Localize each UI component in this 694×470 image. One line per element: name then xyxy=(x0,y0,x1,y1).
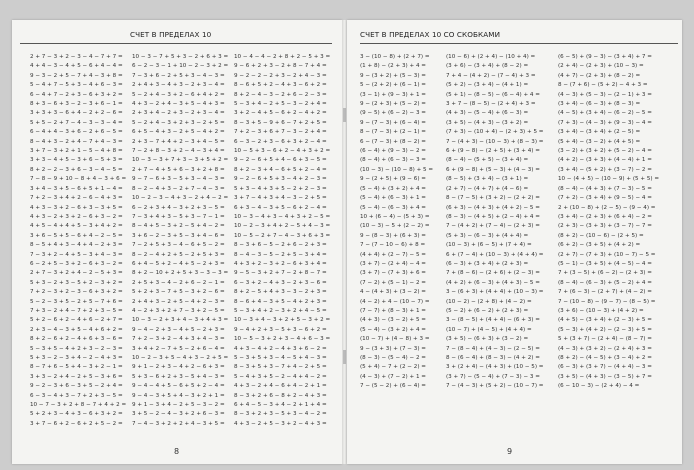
exercise: 8 − 3 + 2 + 6 − 8 + 2 − 4 + 3 = xyxy=(234,392,327,399)
left-column-2 xyxy=(132,53,228,429)
exercise: 7 − 2 + 8 − 3 + 2 − 4 − 3 + 4 = xyxy=(132,148,225,155)
exercise: (10 − 7) + (4 − 8) + 3 = xyxy=(360,336,430,343)
exercise: 2 + 4 + 3 − 2 + 5 − 4 + 2 − 3 = xyxy=(132,298,225,305)
right-title-rule xyxy=(360,43,678,44)
left-column-3 xyxy=(234,53,330,429)
exercise: (3 + 5) − (4 + 3) − (3 + 2) = xyxy=(446,119,529,126)
exercise: (5 − 4) − (3 + 2) + 4 = xyxy=(360,326,426,333)
exercise: (6 − 10 − 3) − (2 + 4) − 4 = xyxy=(558,383,640,390)
exercise: 8 + 2 − 3 + 4 − 6 + 5 + 2 − 4 = xyxy=(234,166,327,173)
exercise: 2 + 3 − 7 + 4 + 2 − 3 + 4 − 5 = xyxy=(132,138,225,145)
exercise: 9 − (8 − 3) + (6 + 3) = xyxy=(360,232,426,239)
exercise: (3 + 5) − (6 + 3) + (3 − 2) = xyxy=(446,336,529,343)
exercise: (3 − 1) + (9 − 3) + 1 = xyxy=(360,91,426,98)
exercise: 10 − 2 − 3 + 5 − 4 + 3 − 2 + 5 = xyxy=(132,355,229,361)
exercise: (2 + 4) − (2 + 3) + (10 − 3) = xyxy=(558,63,644,70)
exercise: (1 + 8) − (2 + 3) + 4 = xyxy=(360,63,426,70)
exercise: 8 − (7 − 3) + (2 − 1) = xyxy=(360,129,426,136)
exercise: (4 + 5) − (3 + 4) + (2 − 3) + 5 = xyxy=(558,317,652,324)
exercise: 9 − (7 − 3) + (6 − 4) = xyxy=(360,119,426,126)
exercise: 7 − 4 − 3 + 2 + 2 + 4 − 3 + 5 = xyxy=(132,420,225,427)
exercise: 9 − 7 − 6 + 3 − 5 + 3 − 4 − 3 = xyxy=(132,176,225,183)
exercise: 4 + 3 − 2 + 3 + 2 − 6 + 3 − 2 = xyxy=(30,213,123,220)
exercise: (7 − 7) + (8 − 3) + 1 = xyxy=(360,307,426,314)
exercise: 3 + 3 + 3 − 6 + 4 − 2 + 2 − 6 = xyxy=(30,110,123,117)
exercise: (10 − 7) + (4 − 5) + (4 + 4) = xyxy=(446,326,532,333)
exercise: 6 + (9 − 8) − (2 + 5) + (3 + 4) = xyxy=(446,148,540,155)
exercise: 7 + 2 − 3 + 6 + 7 − 3 − 2 + 4 = xyxy=(234,129,327,136)
exercise: 8 − 3 + 5 − 9 + 6 − 7 + 2 + 5 = xyxy=(234,119,327,126)
exercise: 7 − 3 + 2 − 4 + 5 − 3 + 4 − 3 = xyxy=(30,251,123,258)
exercise: 9 − 2 − 3 + 6 − 3 + 5 − 2 + 4 = xyxy=(30,383,123,390)
exercise: (5 − 4) + (3 + 2) + 4 = xyxy=(360,185,426,192)
exercise: 6 + (9 − 8) + (5 − 3) + (4 − 3) = xyxy=(446,166,540,173)
exercise: 8 − 7 + 6 − 5 + 4 − 3 + 2 − 1 = xyxy=(30,364,123,371)
exercise: 5 + 5 − 2 + 7 − 4 − 3 − 3 − 4 = xyxy=(30,119,123,126)
exercise: 8 + 2 − 10 + 2 + 5 + 3 − 3 − 3 = xyxy=(132,270,229,277)
exercise: (6 − 4) + (9 − 3) − 2 = xyxy=(360,148,426,155)
exercise: 7 + (8 − 6) − (2 + 6) + (2 − 3) = xyxy=(446,270,540,277)
exercise: 7 + 2 − 3 + 2 − 4 + 3 + 4 − 3 = xyxy=(132,336,225,343)
exercise: 5 − 2 + 4 − 3 + 2 + 3 − 2 + 5 = xyxy=(132,119,225,126)
stitch-bottom xyxy=(343,350,346,364)
exercise: (3 + 7) − (5 − 4) + (7 − 3) − 3 = xyxy=(446,373,540,380)
exercise: 8 − 3 + 2 + 3 − 5 + 3 − 4 − 2 = xyxy=(234,411,327,418)
right-page-title: СЧЕТ В ПРЕДЕЛАХ 10 СО СКОБКАМИ xyxy=(360,30,501,39)
exercise: 6 − 2 − 3 − 1 + 10 − 2 − 3 + 2 = xyxy=(132,63,229,70)
exercise: (4 − 3) + (5 − 3) − (2 − 1) + 3 = xyxy=(558,91,652,98)
exercise: 7 − (4 − 3) + (5 + 2) − (10 − 7) = xyxy=(446,383,544,390)
exercise: (5 − 3) + (4 + 2) − (2 − 3) + 5 = xyxy=(558,326,652,333)
exercise: (7 + 3) − (10 + 4) − (2 + 3) + 5 = xyxy=(446,129,544,136)
exercise: (7 + 2) − (3 + 4) + (9 − 5) − 4 = xyxy=(558,195,652,202)
left-page-title: СЧЕТ В ПРЕДЕЛАХ 10 xyxy=(130,30,212,39)
exercise: 6 − 2 + 5 − 3 + 2 − 6 + 3 − 2 = xyxy=(30,260,123,267)
exercise: (10 − 2) − (2 + 8) + (4 − 2) = xyxy=(446,298,532,305)
stitch-top xyxy=(343,108,346,122)
exercise: 5 − 3 + 5 − 4 + 2 + 3 − 2 − 3 = xyxy=(30,345,123,352)
exercise: 7 − (7 − 10 − 6) + 8 = xyxy=(360,242,426,249)
exercise: 8 − 5 + 4 + 3 − 4 + 4 − 2 + 3 = xyxy=(30,242,123,249)
exercise: 6 − 3 − 2 + 3 − 6 + 3 + 2 − 4 = xyxy=(234,138,327,145)
exercise: 3 + (2 + 4) − (4 + 3) + (10 − 5) = xyxy=(446,364,544,371)
exercise: (5 − 2) + (6 − 2) + (2 + 3) = xyxy=(446,307,529,314)
exercise: 2 + 5 + 3 − 4 − 2 + 6 − 2 − 1 = xyxy=(132,279,225,286)
exercise: 8 − 4 − 3 − 5 − 2 + 5 − 3 + 4 = xyxy=(234,251,327,258)
exercise: (3 + 4) − (2 + 3) + (6 + 4) − 2 = xyxy=(558,213,652,220)
left-title-rule xyxy=(20,43,332,44)
exercise: 5 − 3 + 5 + 3 − 4 − 5 + 4 − 3 = xyxy=(234,355,327,361)
exercise: (10 − 3) + (6 − 5) + (7 + 4) = xyxy=(446,242,532,249)
exercise: 10 − 5 + 3 − 6 + 2 − 4 + 3 + 2 = xyxy=(234,148,331,155)
exercise: 10 − 5 − 3 + 2 + 3 − 4 + 6 − 3 = xyxy=(234,336,331,343)
exercise: 9 − (3 + 3) + (7 − 3) = xyxy=(360,345,426,352)
exercise: 9 + 1 − 2 + 3 − 4 + 2 − 6 + 3 = xyxy=(132,364,225,371)
exercise: (4 + 2) − (3 + 3) + (4 − 4) + 1 = xyxy=(558,157,652,164)
exercise: 7 − (4 + 2) + (7 − 4) − (2 + 3) = xyxy=(446,223,540,230)
exercise: 8 − 2 − 4 + 2 + 5 − 2 + 5 + 3 = xyxy=(132,251,225,258)
exercise: 7 + 2 − 3 + 2 − 3 − 6 + 3 + 2 = xyxy=(30,289,123,296)
exercise: 3 + 5 − 2 − 4 − 3 + 2 + 6 − 3 = xyxy=(132,411,225,418)
exercise: (4 + 2) + (6 − 3) + (4 + 3) − 5 = xyxy=(446,279,540,286)
exercise: (8 − 4) − (5 + 5) − (3 + 4) = xyxy=(446,157,529,164)
left-page xyxy=(12,20,342,464)
exercise: 8 − 4 + 3 − 2 + 4 − 7 + 4 − 3 = xyxy=(30,138,123,145)
exercise: 7 + (6 − 3) − (2 + 7) + (4 − 2) = xyxy=(558,289,652,296)
exercise: 7 − 3 + 6 − 2 + 5 + 3 − 4 − 3 = xyxy=(132,72,225,79)
exercise: (4 − 2) + 4 − (10 − 7) = xyxy=(360,298,430,305)
exercise: 4 + 3 − 2 + 4 − 3 + 5 − 4 + 3 = xyxy=(132,101,225,108)
exercise: 7 − (10 − 8) − (9 − 7) − (8 − 5) = xyxy=(558,298,656,305)
exercise: 10 − 3 − 4 + 3 − 4 + 3 + 2 − 5 = xyxy=(234,213,331,220)
exercise: (6 − 5) + (9 − 3) − (3 + 4) + 7 = xyxy=(558,54,652,60)
exercise: 8 − (7 + 6) − (5 + 2) − 4 + 3 = xyxy=(558,82,648,89)
exercise: 10 − 3 + 4 − 3 + 2 + 5 − 3 + 2 = xyxy=(234,317,331,324)
exercise: 8 + 2 − 6 + 2 − 4 + 6 + 3 − 6 = xyxy=(30,336,123,343)
exercise: 6 + 4 − 5 + 2 − 4 + 5 − 2 + 3 = xyxy=(132,260,225,267)
exercise: 7 + 4 − (4 + 2) − (7 − 4) + 3 = xyxy=(446,72,536,79)
exercise: 10 − 7 − 3 + 2 + 8 − 7 + 4 + 2 = xyxy=(30,402,127,409)
exercise: 3 − (6 + 3) + (4 + 4) + (10 − 3) = xyxy=(446,289,544,296)
exercise: (5 − 1) − (3 + 5) + (4 − 5) − 4 = xyxy=(558,260,652,267)
exercise: (8 − 4) − (4 + 3) + (7 − 3) − 5 = xyxy=(558,185,652,192)
exercise: 9 − 2 − 6 + 5 + 4 − 6 + 3 − 5 = xyxy=(234,157,327,164)
exercise: 5 − 4 + 3 + 5 − 2 − 4 + 4 − 2 = xyxy=(234,373,327,380)
exercise: (10 − 6) + (2 + 4) − (10 + 4) = xyxy=(446,54,536,60)
exercise: 4 + 4 − 3 − 4 + 5 − 6 + 4 − 4 = xyxy=(30,63,123,70)
exercise: 4 + 3 − 2 + 5 − 3 + 2 − 4 + 3 = xyxy=(234,420,327,427)
exercise: (10 − 3) − (10 − 8) + 5 = xyxy=(360,166,434,173)
exercise: 3 + 7 − 6 + 2 − 6 + 2 + 5 − 2 = xyxy=(30,420,123,427)
exercise: (8 + 2) − (10 − 6) − (2 + 5) = xyxy=(558,232,644,239)
exercise: (2 + 3) − (3 + 3) + (3 − 7) − 7 = xyxy=(558,223,652,230)
exercise: 5 − 3 + 4 − 2 + 5 − 3 − 2 + 4 = xyxy=(234,101,327,108)
exercise: (3 + 6) − (10 − 3) + (4 + 2) = xyxy=(558,307,644,314)
exercise: 9 − 4 − 3 + 5 + 4 − 3 + 2 + 1 = xyxy=(132,392,225,399)
exercise: 6 − 3 + 2 − 4 + 3 − 2 + 3 − 6 = xyxy=(234,279,327,286)
exercise: 4 + 3 − 2 + 4 − 6 + 4 − 2 + 1 = xyxy=(234,383,327,390)
exercise: (3 + 4) − (6 − 3) + (8 − 3) = xyxy=(558,101,641,108)
exercise: (6 + 3) − (4 + 3) + (4 + 2) − 5 = xyxy=(446,204,540,211)
exercise: 2 + 3 + 4 − 2 + 3 − 2 + 3 − 4 = xyxy=(132,110,225,117)
exercise: 9 − (3 + 2) + (5 − 3) = xyxy=(360,72,426,79)
exercise: 10 − 3 − 2 + 3 + 4 − 3 + 4 + 3 = xyxy=(132,317,229,324)
exercise: (4 − 3) + (3 + 2) − (2 + 4) + 3 = xyxy=(558,345,652,352)
exercise: 9 − (2 + 3) + (5 − 2) = xyxy=(360,101,426,108)
exercise: (8 − 5) + (3 + 4) − (3 + 1) = xyxy=(446,176,529,183)
exercise: (3 + 7) − (7 + 3) + 6 = xyxy=(360,270,426,277)
exercise: 4 + 5 − 4 + 4 + 5 − 3 + 4 + 2 = xyxy=(30,223,123,230)
exercise: (10 − 3) − 5 + (2 − 2) = xyxy=(360,223,430,230)
exercise: 10 − 3 − 7 + 5 + 3 − 2 + 6 + 3 = xyxy=(132,54,229,60)
exercise: (5 + 4) − (3 − 2) + (4 + 5) = xyxy=(558,138,641,145)
exercise: 2 + (10 − 8) + (2 − 5) − (9 − 4) = xyxy=(558,204,656,211)
exercise: (6 − 3) + (3 + 4) + (2 + 3) = xyxy=(446,260,529,267)
exercise: (2 + 7) − (4 + 7) + (4 − 6) = xyxy=(446,185,529,192)
exercise: 3 + 3 − 2 + 4 − 2 + 5 − 3 + 6 = xyxy=(30,373,123,380)
exercise: 8 − 3 + 6 − 5 − 2 + 6 − 2 + 3 = xyxy=(234,242,327,249)
exercise: (8 − 3) − (5 − 4) − 2 = xyxy=(360,355,426,361)
exercise: 6 + 5 − 4 + 3 − 2 + 5 − 4 + 2 = xyxy=(132,129,225,136)
exercise: 7 − (4 + 3) − (10 − 3) + (8 − 3) = xyxy=(446,138,544,145)
exercise: 3 − (8 − 5) + (4 + 4) − (6 + 3) = xyxy=(446,317,540,324)
exercise: 5 + (3 + 7) − (2 + 4) − (8 − 7) = xyxy=(558,336,652,343)
exercise: 10 − 5 − 2 + 7 − 4 − 3 + 6 + 3 = xyxy=(234,232,331,239)
exercise: (8 − 3) − (4 + 5) + (2 − 4) + 4 = xyxy=(446,213,540,220)
exercise: (3 + 4) − (5 + 2) + (3 − 7) − 2 = xyxy=(558,166,652,173)
exercise: 10 − 2 − 3 + 4 + 2 − 5 + 4 − 3 = xyxy=(234,223,331,230)
exercise: 6 + 3 − 4 − 3 + 5 − 6 + 2 − 4 = xyxy=(234,204,327,211)
exercise: 8 + 3 − 6 + 3 − 2 − 3 + 6 − 1 = xyxy=(30,101,123,108)
exercise: 9 − 4 − 4 + 5 − 6 + 5 + 2 − 4 = xyxy=(132,383,225,390)
exercise: 9 − 3 − 2 + 5 − 7 + 4 − 3 + 8 = xyxy=(30,72,123,79)
right-column-3 xyxy=(558,53,659,392)
left-page-number: 8 xyxy=(174,447,180,456)
exercise: 7 + 2 − 3 + 4 + 2 − 6 − 4 + 3 = xyxy=(30,195,123,202)
exercise: 5 + 3 − 2 − 3 + 4 − 2 − 4 + 3 = xyxy=(30,355,123,361)
exercise: 8 − 3 + 5 + 3 − 7 + 4 − 2 + 5 = xyxy=(234,364,327,371)
exercise: 3 + 6 − 2 − 3 + 5 − 3 + 4 − 6 = xyxy=(132,232,225,239)
exercise: 7 − 3 + 4 + 3 − 5 + 3 − 7 − 1 = xyxy=(132,213,225,220)
exercise: (3 + 4) − (3 + 4) + (2 − 5) = xyxy=(558,129,641,136)
exercise: (6 − 3) + (3 + 7) − (4 + 4) − 3 = xyxy=(558,364,652,371)
exercise: 7 − (5 − 2) + (6 − 4) = xyxy=(360,383,426,390)
exercise: 3 + 6 − 5 + 5 − 6 + 4 − 2 − 5 = xyxy=(30,232,123,239)
exercise: 5 − (2 + 2) + (6 − 1) = xyxy=(360,82,426,89)
exercise: 2 + 4 + 3 − 4 + 3 − 2 + 3 − 4 = xyxy=(132,82,225,89)
exercise: 9 − 6 + 2 + 3 − 2 + 8 − 7 + 4 = xyxy=(234,63,327,70)
exercise: 7 + 3 − 2 + 4 − 7 + 2 + 3 − 5 = xyxy=(30,307,123,314)
exercise: 8 − 2 − 4 + 3 − 2 + 7 − 4 − 3 = xyxy=(132,185,225,192)
right-column-2 xyxy=(446,53,544,392)
exercise: 6 − 4 + 4 − 3 + 6 − 2 + 6 − 5 = xyxy=(30,129,123,136)
exercise: 7 − 2 + 5 + 3 − 4 − 6 + 5 − 2 = xyxy=(132,242,225,249)
exercise: (5 + 3) − (6 − 3) + (4 + 4) = xyxy=(446,232,529,239)
exercise: 5 + 3 − 4 + 3 + 5 − 2 + 2 − 3 = xyxy=(234,185,327,192)
exercise: 3 + 7 − 4 + 3 + 4 − 3 − 2 + 5 = xyxy=(234,195,327,202)
exercise: 9 − 4 + 2 + 3 − 5 + 3 − 6 + 2 = xyxy=(234,326,327,333)
exercise: 5 + 2 − 6 + 2 − 4 + 6 − 2 + 7 = xyxy=(30,317,123,324)
exercise: 10 − 3 − 3 + 7 + 3 − 3 + 5 + 2 = xyxy=(132,157,229,164)
exercise: 9 + 1 − 3 + 4 − 2 + 5 − 3 − 2 = xyxy=(132,402,225,409)
exercise: 9 − 4 − 2 + 3 − 4 + 5 − 2 + 3 = xyxy=(132,326,225,333)
exercise: 5 + 3 − 2 + 3 − 5 + 2 − 3 + 2 = xyxy=(30,279,123,286)
left-column-1 xyxy=(30,53,126,429)
exercise: (4 + 3) − (5 − 4) + (6 − 3) = xyxy=(446,110,529,117)
exercise: 2 + 7 − 4 + 5 + 6 − 3 + 2 + 8 = xyxy=(132,166,225,173)
exercise: 3 + 2 − 4 + 5 − 6 + 2 − 4 + 2 = xyxy=(234,110,327,117)
exercise: (4 − 3) + (7 − 2) + 1 = xyxy=(360,373,426,380)
exercise: (4 + 3) − (3 − 2) + 5 = xyxy=(360,317,426,324)
exercise: 8 − 6 + 4 − 3 + 5 − 4 + 2 + 3 = xyxy=(234,298,327,305)
exercise: 6 − 2 + 3 + 4 − 3 + 2 + 3 − 5 = xyxy=(132,204,225,211)
exercise: 5 + 2 + 3 − 4 + 3 − 6 + 3 + 2 = xyxy=(30,411,123,418)
exercise: (4 − 5) + (3 + 4) − (6 − 2) − 5 = xyxy=(558,110,652,117)
exercise: 9 − (2 + 5) + (9 − 6) = xyxy=(360,176,426,183)
right-column-1 xyxy=(360,53,433,392)
exercise: 3 + 7 − (8 − 5) − (2 + 4) + 3 = xyxy=(446,101,536,108)
exercise: 8 − (6 − 4) + (8 − 3) − (4 + 2) = xyxy=(446,355,540,361)
exercise: 4 + 3 − 3 + 2 − 6 + 3 − 3 + 5 = xyxy=(30,204,123,211)
right-page xyxy=(347,20,682,464)
exercise: 3 + 4 + 2 − 7 + 5 − 2 + 6 − 4 = xyxy=(132,345,225,352)
exercise: (5 + 4) − 7 + (2 − 2) = xyxy=(360,364,426,371)
exercise: (2 + 7) − (7 + 3) + (10 − 7) − 5 = xyxy=(558,251,656,258)
exercise: 6 − 4 + 7 − 2 + 3 − 6 + 3 + 2 = xyxy=(30,91,123,98)
exercise: 8 + 2 − 5 + 4 + 3 − 3 − 2 + 3 = xyxy=(234,289,327,296)
exercise: 10 − 2 − 3 − 4 + 3 − 2 + 4 − 2 = xyxy=(132,195,229,202)
exercise: 4 − 2 + 3 + 2 + 7 − 3 + 2 − 5 = xyxy=(132,307,225,314)
exercise: 4 + 3 + 2 − 3 + 2 − 6 + 3 + 4 = xyxy=(234,260,327,267)
exercise: 9 − 5 − 3 + 2 + 7 − 2 + 8 − 7 = xyxy=(234,270,327,277)
exercise: 3 + 7 − 3 + 2 + 1 − 5 − 4 + 8 = xyxy=(30,148,123,155)
exercise: (5 + 2) − (3 + 4) − (4 + 1) = xyxy=(446,82,529,89)
exercise: 7 − (8 − 4) + (4 − 3) − (2 − 5) = xyxy=(446,345,540,352)
exercise: (3 − 2) + (3 + 2) + (5 − 2) − 4 = xyxy=(558,148,652,155)
exercise: 10 + (6 − 4) − (5 + 3) = xyxy=(360,213,430,220)
exercise: 5 − 3 + 4 + 2 − 3 + 2 + 4 − 5 = xyxy=(234,307,327,314)
exercise: 3 + 3 − 4 + 5 − 3 + 6 − 5 + 3 = xyxy=(30,157,123,164)
exercise: 7 − 8 − 9 + 10 − 8 + 4 − 3 + 6 = xyxy=(30,176,127,183)
exercise: (5 − 4) + (6 − 3) + 1 = xyxy=(360,195,426,202)
right-page-number: 9 xyxy=(507,447,513,456)
exercise: 8 − 4 + 5 − 3 + 2 − 5 + 4 − 2 = xyxy=(132,223,225,230)
exercise: 7 + (3 − 5) + (6 − 2) − (2 + 3) = xyxy=(558,270,652,277)
exercise: 3 + 4 − 3 + 5 − 6 + 5 + 1 − 4 = xyxy=(30,185,123,192)
exercise: (8 + 2) − (4 − 5) + (3 − 4) + 2 = xyxy=(558,355,652,361)
exercise: (5 + 1) − (8 − 5) − (6 − 4) + 4 = xyxy=(446,91,540,98)
exercise: 2 + 7 − 3 + 2 + 4 − 2 − 5 + 3 = xyxy=(30,270,123,277)
exercise: (3 + 6) − (3 + 4) + (8 − 2) = xyxy=(446,63,529,70)
exercise: 4 − (4 + 3) + (3 − 2) = xyxy=(360,289,426,296)
exercise: 8 − 6 + 5 + 2 − 4 + 3 − 6 + 2 = xyxy=(234,82,327,89)
exercise: 6 − (7 − 3) + (8 − 2) = xyxy=(360,138,426,145)
exercise: 3 − (10 − 8) + (2 + 7) = xyxy=(360,54,430,60)
exercise: (4 + 7) − (2 + 3) + (8 − 2) = xyxy=(558,72,641,79)
exercise: (3 + 7) − (2 + 4) − 4 = xyxy=(360,260,426,267)
exercise: 6 + 4 − 5 − 3 + 4 − 2 + 1 + 4 = xyxy=(234,402,327,409)
exercise: (4 + 4) + (2 − 7) − 5 = xyxy=(360,251,426,258)
exercise: 2 + 3 − 4 − 3 + 5 − 4 + 6 + 2 = xyxy=(30,326,123,333)
exercise: 10 − (4 + 5) − (10 − 9) + (5 + 5) = xyxy=(558,176,660,183)
exercise: (8 − 4) − (6 − 3) + (5 − 2) + 4 = xyxy=(558,279,652,286)
exercise: (3 + 5) − (4 + 3) − (3 − 5) + 7 = xyxy=(558,373,652,380)
exercise: (5 − 4) − (6 − 3) + 4 = xyxy=(360,204,426,211)
exercise: (8 − 4) + (6 − 3) − 3 = xyxy=(360,157,426,164)
exercise: 9 − 2 − 2 − 2 + 3 − 2 + 4 − 3 = xyxy=(234,72,327,79)
exercise: 8 − (7 − 5) + (3 + 2) − (2 + 2) = xyxy=(446,195,540,202)
exercise: 10 − 4 − 4 − 2 + 8 + 2 − 5 + 3 = xyxy=(234,54,331,60)
exercise: 5 − 2 − 3 + 5 − 2 + 5 − 7 + 6 = xyxy=(30,298,123,305)
exercise: 4 + 3 − 4 + 2 − 4 + 3 + 6 − 2 = xyxy=(234,345,327,352)
exercise: 5 + 3 − 6 + 2 + 3 − 5 + 4 − 3 = xyxy=(132,373,225,380)
exercise: 9 − 2 − 6 + 5 + 3 − 4 + 2 − 3 = xyxy=(234,176,327,183)
exercise: 6 − 3 − 4 + 3 − 7 + 2 + 3 − 5 = xyxy=(30,392,123,399)
exercise: (9 − 5) + (6 − 2) − 3 = xyxy=(360,110,426,117)
exercise: 8 + 2 − 2 − 3 + 6 − 3 − 4 − 5 = xyxy=(30,166,123,173)
exercise: 8 + 2 − 4 − 3 − 2 + 6 − 2 − 3 = xyxy=(234,91,327,98)
exercise: 5 − 2 + 4 − 3 + 2 − 6 + 4 + 2 = xyxy=(132,91,225,98)
exercise: (7 − 2) + (5 − 1) − 2 = xyxy=(360,279,426,286)
exercise: 6 + (7 − 4) + (10 − 3) + (4 + 4) = xyxy=(446,251,544,258)
exercise: 5 − 4 + 7 − 5 + 3 − 4 + 6 − 3 = xyxy=(30,82,123,89)
exercise: 5 + 2 + 3 − 7 + 5 − 3 + 2 − 6 = xyxy=(132,289,225,296)
exercise: 2 + 7 − 3 + 2 − 3 − 4 − 7 + 7 = xyxy=(30,54,123,60)
exercise: (7 + 3) − (4 − 3) + (9 − 3) − 4 = xyxy=(558,119,652,126)
exercise: (6 + 2) − (3 + 5) + (4 + 2) = xyxy=(558,242,641,249)
